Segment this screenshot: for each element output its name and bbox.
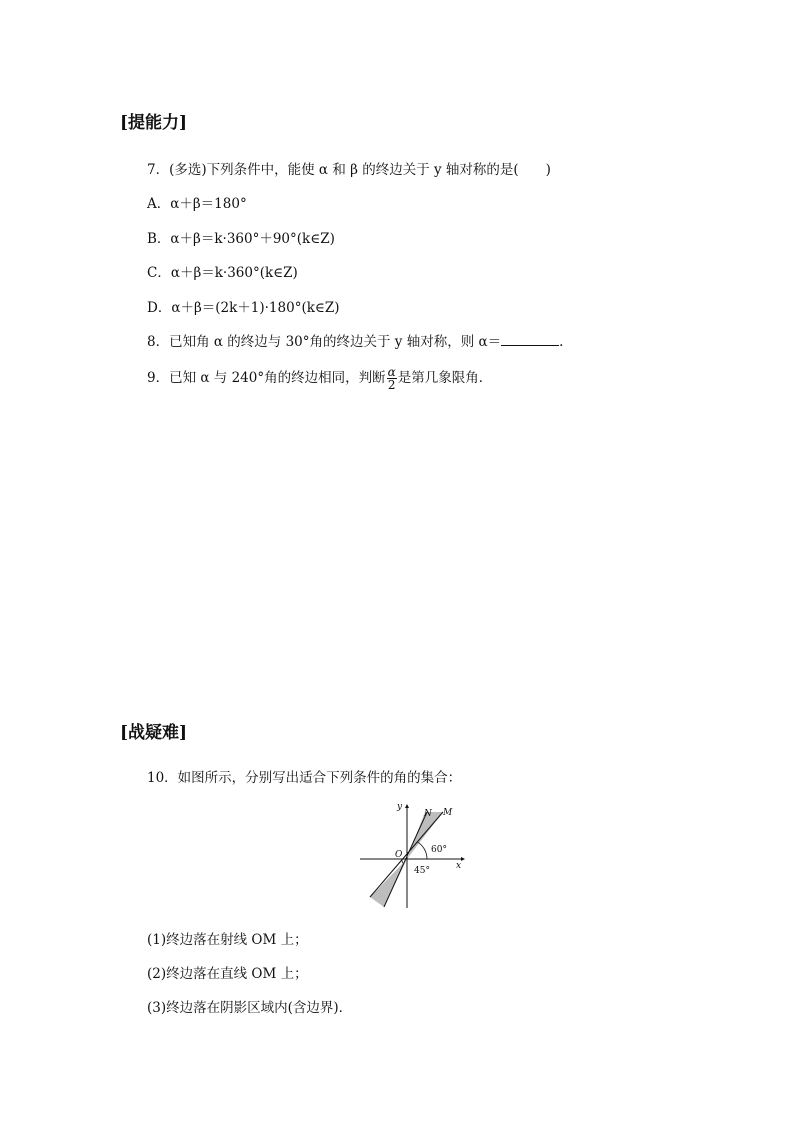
x-axis-label: x bbox=[456, 861, 462, 871]
ray-m-label: M bbox=[443, 808, 453, 818]
question-10-part-3: (3)终边落在阴影区域内(含边界)． bbox=[147, 1000, 353, 1016]
fraction-numerator: α bbox=[387, 365, 396, 379]
origin-label: O bbox=[395, 850, 403, 860]
alpha-over-2-fraction bbox=[387, 366, 397, 391]
question-8-end: . bbox=[559, 334, 564, 350]
x-axis-arrow bbox=[461, 857, 465, 861]
ray-n-label: N bbox=[424, 809, 432, 819]
question-7-option-c: C．α＋β＝k·360°(k∈Z) bbox=[147, 265, 298, 281]
angle-60-label: 60° bbox=[431, 845, 447, 855]
question-7-option-b: B．α＋β＝k·360°＋90°(k∈Z) bbox=[147, 231, 335, 247]
answer-blank[interactable] bbox=[501, 333, 559, 346]
question-9 bbox=[147, 366, 492, 391]
question-7-stem: 7．(多选)下列条件中，能使 α 和 β 的终边关于 y 轴对称的是( ) bbox=[147, 162, 551, 178]
section-title-challenge: [战疑难] bbox=[120, 723, 188, 743]
question-10-part-2: (2)终边落在直线 OM 上； bbox=[147, 966, 308, 982]
question-9-end: 是第几象限角． bbox=[397, 370, 493, 386]
angle-diagram bbox=[355, 800, 467, 912]
question-10-stem: 10．如图所示，分别写出适合下列条件的角的集合： bbox=[147, 770, 462, 786]
question-8 bbox=[147, 330, 563, 350]
question-7-option-a: A．α＋β＝180° bbox=[147, 196, 247, 212]
question-7-option-d: D．α＋β＝(2k＋1)·180°(k∈Z) bbox=[147, 300, 340, 316]
section-title-ability: [提能力] bbox=[120, 113, 188, 133]
y-axis-label: y bbox=[397, 802, 403, 812]
shaded-region-lower bbox=[370, 859, 407, 907]
y-axis-arrow bbox=[405, 804, 409, 808]
question-10-part-1: (1)终边落在射线 OM 上； bbox=[147, 932, 308, 948]
question-8-text: 8．已知角 α 的终边与 30°角的终边关于 y 轴对称，则 α＝ bbox=[147, 334, 502, 350]
angle-45-label: 45° bbox=[414, 866, 430, 876]
fraction-denominator: 2 bbox=[387, 378, 396, 392]
question-9-text: 9．已知 α 与 240°角的终边相同，判断 bbox=[147, 370, 386, 386]
arc-60 bbox=[417, 842, 427, 859]
